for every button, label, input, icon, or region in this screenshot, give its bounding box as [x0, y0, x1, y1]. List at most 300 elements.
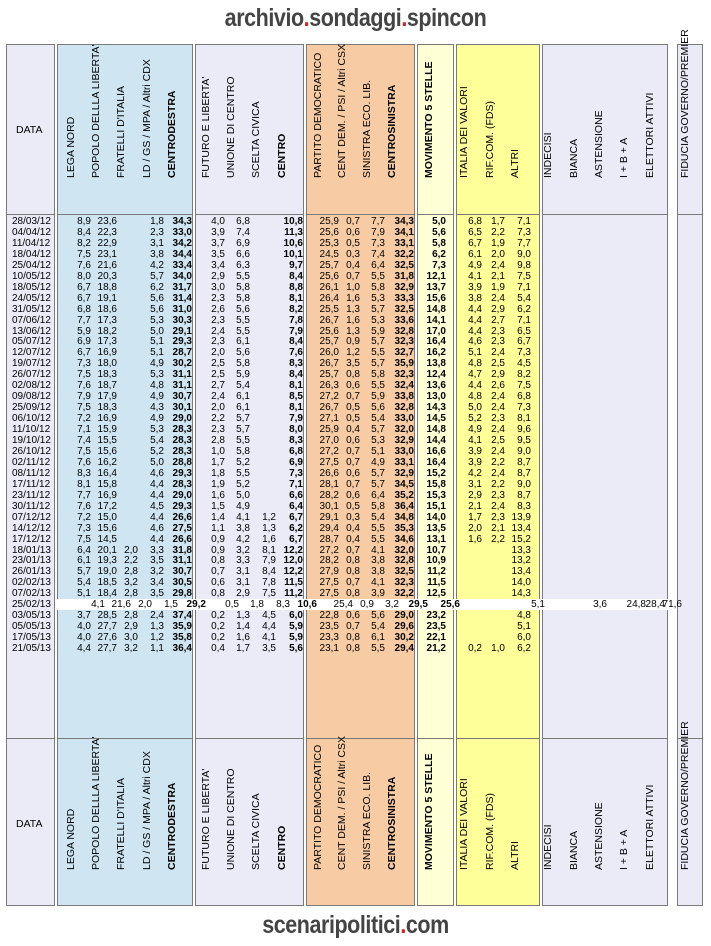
header-separator-top — [307, 214, 414, 215]
cell-fli: 0,8 — [211, 555, 225, 567]
cell-altri: 6,2 — [517, 303, 531, 315]
cell-fli: 1,7 — [211, 456, 225, 468]
cell-altri: 7,1 — [517, 281, 531, 293]
header-separator-bottom — [7, 738, 54, 739]
cell-pdl: 17,9 — [97, 391, 117, 403]
table-row — [0, 380, 711, 391]
table-row — [0, 632, 711, 643]
cell-ld: 4,6 — [150, 467, 164, 479]
cell-sc: 1,3 — [262, 522, 276, 534]
column-header-astensione-top: ASTENSIONE — [593, 110, 605, 178]
table-row — [0, 336, 711, 347]
cell-centro: 6,7 — [289, 533, 303, 545]
cell-centro: 8,2 — [289, 303, 303, 315]
cell-fdi: 3,0 — [124, 632, 138, 644]
cell-udc: 3,8 — [236, 522, 250, 534]
cell-centro: 8,1 — [289, 402, 303, 414]
column-header-cd-bottom: CENT DEM. / PSI / Altri CSX — [336, 736, 348, 870]
cell-date: 02/08/12 — [12, 380, 51, 392]
cell-m5s: 14,3 — [426, 402, 446, 414]
cell-rc: 2,1 — [491, 522, 505, 534]
cell-pd: 27,2 — [319, 391, 339, 403]
cell-csx: 34,8 — [394, 511, 414, 523]
cell-pd: 25,3 — [319, 237, 339, 249]
cell-sel: 5,8 — [371, 281, 385, 293]
cell-ld: 3,2 — [150, 566, 164, 578]
header-separator-top — [543, 214, 667, 215]
cell-cdx: 31,8 — [172, 544, 192, 556]
column-header-bianca-top: BIANCA — [568, 138, 580, 178]
table-row — [0, 577, 711, 588]
column-header-pdl-bottom: POPOLO DELLLA LIBERTA' — [90, 736, 102, 870]
cell-cdx: 27,5 — [172, 522, 192, 534]
cell-udc: 1,3 — [236, 610, 250, 622]
cell-csx: 29,6 — [394, 621, 414, 633]
cell-altri: 13,2 — [511, 555, 531, 567]
header-separator-top — [457, 214, 539, 215]
cell-centro: 8,1 — [289, 292, 303, 304]
cell-sel: 5,8 — [371, 369, 385, 381]
cell-altri: 8,7 — [517, 489, 531, 501]
cell-date: 07/02/13 — [12, 588, 51, 600]
cell-cd: 0,6 — [346, 435, 360, 446]
cell-date: 18/05/12 — [12, 281, 51, 293]
cell-pd: 27,2 — [319, 445, 339, 457]
cell-fli: 0,9 — [211, 533, 225, 545]
cell-centro: 8,8 — [289, 281, 303, 293]
cell-pd: 23,1 — [319, 643, 339, 655]
table-row — [0, 282, 711, 293]
cell-csx: 33,0 — [394, 445, 414, 457]
cell-date: 19/07/12 — [12, 358, 51, 370]
cell-lega: 6,7 — [77, 347, 91, 359]
cell-ld: 4,4 — [150, 478, 164, 490]
cell-idv: 4,9 — [468, 424, 482, 436]
cell-sel: 5,9 — [371, 391, 385, 403]
column-header-altri-top: ALTRI — [509, 149, 521, 178]
cell-pdl: 21,6 — [111, 599, 131, 611]
table-row — [0, 326, 711, 337]
cell-ld: 5,3 — [150, 314, 164, 326]
table-row — [0, 391, 711, 402]
table-row — [0, 369, 711, 380]
cell-lega: 6,8 — [77, 303, 91, 315]
column-header-astensione-bottom: ASTENSIONE — [593, 802, 605, 870]
cell-altri: 7,3 — [517, 347, 531, 359]
cell-sel: 3,8 — [371, 555, 385, 567]
cell-fli: 2,9 — [211, 270, 225, 282]
cell-altri: 7,3 — [517, 402, 531, 414]
cell-udc: 5,8 — [236, 445, 250, 457]
column-header-fdi-top: FRATELLI D'ITALIA — [115, 85, 127, 178]
cell-cdx: 28,8 — [172, 456, 192, 468]
header-separator-top — [7, 214, 54, 215]
cell-ld: 3,1 — [150, 237, 164, 249]
cell-date: 17/12/12 — [12, 533, 51, 545]
cell-lega: 3,7 — [77, 610, 91, 622]
cell-cdx: 30,1 — [172, 402, 192, 414]
source-title-top-dot1: . — [303, 4, 310, 32]
cell-csx: 31,8 — [394, 270, 414, 282]
column-header-pd-bottom: PARTITO DEMOCRATICO — [312, 744, 324, 870]
cell-csx: 32,3 — [394, 577, 414, 589]
cell-sel: 4,1 — [371, 577, 385, 589]
cell-csx: 32,9 — [394, 467, 414, 479]
cell-cd: 0,7 — [346, 445, 360, 457]
cell-cdx: 31,1 — [172, 380, 192, 392]
cell-cdx: 26,6 — [172, 533, 192, 545]
column-header-indecisi-top: INDECISI — [542, 132, 554, 178]
cell-centro: 10,6 — [283, 237, 303, 249]
column-header-date-top: DATA — [16, 124, 43, 136]
cell-fli: 2,4 — [211, 325, 225, 337]
cell-csx: 32,5 — [394, 566, 414, 578]
cell-fli: 0,4 — [211, 643, 225, 655]
cell-idv: 1,7 — [468, 511, 482, 523]
cell-m5s: 10,7 — [426, 544, 446, 556]
cell-idv: 4,1 — [468, 270, 482, 282]
table-row — [0, 347, 711, 358]
cell-pd: 25,7 — [319, 336, 339, 348]
cell-csx: 32,9 — [394, 435, 414, 446]
cell-cd: 0,9 — [360, 599, 374, 611]
cell-lega: 7,9 — [77, 391, 91, 403]
cell-rc: 2,1 — [491, 270, 505, 282]
cell-cd: 1,3 — [346, 325, 360, 337]
cell-sel: 4,1 — [371, 544, 385, 556]
cell-altri: 8,7 — [517, 467, 531, 479]
cell-sc: 7,5 — [262, 588, 276, 600]
cell-astensione: 24,8 — [626, 599, 646, 611]
cell-pdl: 16,4 — [97, 467, 117, 479]
table-row — [0, 315, 711, 326]
cell-date: 09/08/12 — [12, 391, 51, 403]
cell-ld: 5,4 — [150, 435, 164, 446]
table-row — [0, 468, 711, 479]
cell-fli: 2,6 — [211, 303, 225, 315]
cell-cd: 3,5 — [346, 358, 360, 370]
column-header-sc-top: SCELTA CIVICA — [250, 101, 262, 178]
cell-fli: 3,7 — [211, 237, 225, 249]
cell-date: 31/05/12 — [12, 303, 51, 315]
cell-m5s: 5,8 — [432, 237, 446, 249]
cell-ld: 4,4 — [150, 511, 164, 523]
cell-sel: 5,7 — [371, 358, 385, 370]
cell-idv: 3,9 — [468, 456, 482, 468]
cell-pd: 25,4 — [333, 599, 353, 611]
column-header-fiducia-bottom: FIDUCIA GOVERNO/PREMIER — [679, 721, 691, 870]
cell-udc: 5,8 — [236, 292, 250, 304]
cell-centro: 5,6 — [289, 643, 303, 655]
header-separator-top — [58, 214, 192, 215]
cell-sc: 8,1 — [262, 544, 276, 556]
table-row — [0, 238, 711, 249]
cell-pd: 28,2 — [319, 489, 339, 501]
cell-pdl: 19,0 — [97, 566, 117, 578]
table-row — [0, 479, 711, 490]
column-header-csx-bottom: CENTROSINISTRA — [386, 776, 398, 870]
cell-cdx: 29,3 — [172, 500, 192, 512]
cell-ld: 4,5 — [150, 500, 164, 512]
cell-lega: 7,1 — [77, 424, 91, 436]
cell-pdl: 14,5 — [97, 533, 117, 545]
cell-idv: 6,7 — [468, 237, 482, 249]
table-row — [0, 424, 711, 435]
cell-lega: 7,5 — [77, 402, 91, 414]
cell-date: 17/11/12 — [12, 478, 51, 490]
cell-fli: 1,4 — [211, 511, 225, 523]
cell-cdx: 30,5 — [172, 577, 192, 589]
cell-pdl: 15,6 — [97, 445, 117, 457]
cell-altri: 7,1 — [517, 216, 531, 227]
cell-fdi: 2,0 — [138, 599, 152, 611]
column-header-cdx-bottom: CENTRODESTRA — [166, 782, 178, 870]
cell-rc: 1,9 — [491, 281, 505, 293]
table-row — [0, 227, 711, 238]
cell-centro: 6,2 — [289, 522, 303, 534]
header-separator-top — [418, 214, 453, 215]
table-row — [0, 621, 711, 632]
cell-centro: 12,2 — [283, 566, 303, 578]
cell-fdi: 2,2 — [124, 555, 138, 567]
cell-date: 26/01/13 — [12, 566, 51, 578]
table-row — [0, 260, 711, 271]
cell-cdx: 29,2 — [186, 599, 206, 611]
cell-udc: 5,6 — [236, 347, 250, 359]
cell-ibva: 28,4 — [645, 599, 665, 611]
cell-sel: 7,3 — [371, 237, 385, 249]
cell-pdl: 17,3 — [97, 314, 117, 326]
cell-udc: 5,5 — [236, 325, 250, 337]
cell-centro: 6,9 — [289, 456, 303, 468]
cell-pd: 25,7 — [319, 259, 339, 271]
cell-pd: 26,7 — [319, 314, 339, 326]
cell-fli: 2,0 — [211, 402, 225, 414]
cell-cd: 0,5 — [346, 237, 360, 249]
cell-sel: 5,7 — [371, 303, 385, 315]
cell-date: 02/02/13 — [12, 577, 51, 589]
cell-altri: 7,5 — [517, 270, 531, 282]
cell-csx: 35,3 — [394, 522, 414, 534]
cell-cd: 0,5 — [346, 402, 360, 414]
cell-cd: 1,2 — [346, 347, 360, 359]
cell-altri: 13,4 — [511, 566, 531, 578]
cell-idv: 5,0 — [468, 402, 482, 414]
cell-date: 25/02/13 — [12, 599, 51, 611]
cell-centro: 11,3 — [284, 226, 303, 238]
cell-csx: 32,2 — [394, 248, 414, 260]
cell-udc: 6,1 — [236, 391, 250, 403]
cell-sc: 1,6 — [262, 533, 276, 545]
cell-ld: 5,7 — [150, 270, 164, 282]
cell-pdl: 18,4 — [97, 588, 117, 600]
cell-ld: 5,0 — [150, 456, 164, 468]
column-header-idv-bottom: ITALIA DEI VALORI — [458, 778, 470, 870]
cell-m5s: 22,1 — [426, 632, 446, 644]
cell-lega: 6,1 — [77, 555, 91, 567]
cell-idv: 4,2 — [468, 467, 482, 479]
cell-rc: 1,7 — [491, 216, 505, 227]
column-header-pd-top: PARTITO DEMOCRATICO — [312, 52, 324, 178]
cell-sc: 4,5 — [262, 610, 276, 622]
cell-m5s: 14,8 — [426, 424, 446, 436]
cell-idv: 3,9 — [468, 445, 482, 457]
cell-m5s: 23,2 — [426, 610, 446, 622]
cell-pdl: 16,9 — [97, 413, 117, 425]
cell-pdl: 28,5 — [97, 610, 117, 622]
cell-centro: 12,0 — [283, 555, 303, 567]
table-row — [0, 610, 711, 621]
cell-fli: 1,0 — [211, 445, 225, 457]
column-header-pdl-top: POPOLO DELLLA LIBERTA' — [90, 44, 102, 178]
cell-pd: 23,5 — [319, 621, 339, 633]
cell-m5s: 14,8 — [426, 303, 446, 315]
cell-csx: 32,9 — [394, 281, 414, 293]
cell-cd: 0,8 — [346, 643, 360, 655]
cell-rc: 2,3 — [491, 325, 505, 337]
cell-ld: 2,4 — [150, 610, 164, 622]
cell-date: 23/01/13 — [12, 555, 51, 567]
cell-idv: 2,9 — [468, 489, 482, 501]
cell-date: 18/04/12 — [12, 248, 51, 260]
cell-date: 04/04/12 — [12, 226, 51, 238]
cell-cd: 0,5 — [346, 500, 360, 512]
cell-csx: 36,4 — [394, 500, 414, 512]
cell-sel: 5,5 — [371, 643, 385, 655]
column-header-centro-bottom: CENTRO — [276, 825, 288, 870]
cell-altri: 7,7 — [517, 237, 531, 249]
cell-cd: 0,7 — [346, 270, 360, 282]
cell-udc: 5,6 — [236, 303, 250, 315]
cell-lega: 4,0 — [77, 621, 91, 633]
source-title-top-dot2: . — [401, 4, 407, 32]
cell-fli: 3,9 — [211, 226, 225, 238]
cell-pd: 27,9 — [319, 566, 339, 578]
cell-udc: 5,5 — [236, 270, 250, 282]
cell-m5s: 13,0 — [426, 391, 446, 403]
cell-pd: 26,3 — [319, 380, 339, 392]
cell-pd: 23,3 — [319, 632, 339, 644]
cell-ld: 1,5 — [164, 599, 178, 611]
cell-sel: 5,5 — [371, 380, 385, 392]
cell-ld: 5,3 — [150, 369, 164, 381]
cell-pdl: 18,3 — [97, 369, 117, 381]
source-title-top — [50, 4, 661, 33]
cell-cdx: 37,4 — [172, 610, 192, 622]
cell-centro: 8,3 — [289, 358, 303, 370]
cell-fli: 2,3 — [211, 424, 225, 436]
cell-cd: 0,8 — [346, 588, 360, 600]
cell-udc: 5,5 — [236, 467, 250, 479]
cell-m5s: 11,5 — [427, 577, 446, 589]
cell-pdl: 20,1 — [97, 544, 117, 556]
cell-cdx: 34,2 — [172, 237, 192, 249]
cell-date: 07/06/12 — [12, 314, 51, 326]
cell-cd: 1,6 — [346, 314, 360, 326]
cell-csx: 34,3 — [394, 216, 414, 227]
cell-ld: 5,1 — [150, 347, 164, 359]
cell-ld: 4,9 — [150, 358, 164, 370]
cell-rc: 2,4 — [491, 347, 505, 359]
cell-altri: 9,5 — [517, 435, 531, 446]
cell-ld: 3,4 — [150, 577, 164, 589]
cell-csx: 32,8 — [394, 402, 414, 414]
cell-cdx: 34,4 — [172, 248, 192, 260]
column-header-cd-top: CENT DEM. / PSI / Altri CSX — [336, 44, 348, 178]
cell-altri: 8,3 — [517, 500, 531, 512]
cell-fli: 1,8 — [211, 467, 225, 479]
cell-lega: 8,4 — [77, 226, 91, 238]
cell-rc: 2,4 — [491, 402, 505, 414]
cell-udc: 5,5 — [236, 314, 250, 326]
cell-centro: 7,1 — [289, 478, 303, 490]
cell-fli: 2,8 — [211, 435, 225, 446]
cell-idv: 5,1 — [468, 347, 482, 359]
cell-udc: 1,7 — [236, 643, 250, 655]
cell-date: 28/03/12 — [12, 216, 51, 227]
cell-date: 14/12/12 — [12, 522, 51, 534]
cell-pdl: 27,7 — [97, 643, 117, 655]
cell-fli: 2,3 — [211, 314, 225, 326]
cell-pd: 25,7 — [319, 369, 339, 381]
cell-csx: 30,2 — [394, 632, 414, 644]
cell-centro: 8,4 — [289, 270, 303, 282]
header-separator-bottom — [543, 738, 667, 739]
cell-csx: 32,0 — [394, 544, 414, 556]
cell-pd: 26,1 — [319, 281, 339, 293]
cell-pd: 26,6 — [319, 467, 339, 479]
cell-cd: 0,4 — [346, 424, 360, 436]
cell-rc: 2,4 — [491, 500, 505, 512]
cell-idv: 0,2 — [468, 643, 482, 655]
cell-date: 08/11/12 — [12, 467, 51, 479]
cell-altri: 6,8 — [517, 391, 531, 403]
cell-altri: 6,5 — [517, 325, 531, 337]
cell-fli: 1,5 — [211, 500, 225, 512]
cell-pd: 25,5 — [319, 303, 339, 315]
cell-m5s: 17,0 — [426, 325, 446, 337]
cell-udc: 5,5 — [236, 435, 250, 446]
cell-m5s: 5,6 — [432, 226, 446, 238]
cell-lega: 7,4 — [77, 435, 91, 446]
cell-altri: 9,0 — [517, 478, 531, 490]
source-title-bottom — [50, 911, 661, 940]
cell-pdl: 18,7 — [97, 380, 117, 392]
cell-pdl: 18,2 — [97, 325, 117, 337]
cell-sc: 4,4 — [262, 621, 276, 633]
cell-m5s: 13,6 — [426, 380, 446, 392]
cell-sel: 5,4 — [371, 413, 385, 425]
cell-lega: 7,6 — [77, 500, 91, 512]
cell-csx: 33,8 — [394, 391, 414, 403]
cell-cd: 0,4 — [346, 533, 360, 545]
cell-cd: 0,7 — [346, 478, 360, 490]
cell-rc: 2,9 — [491, 303, 505, 315]
cell-csx: 32,5 — [394, 259, 414, 271]
cell-ld: 4,9 — [150, 391, 164, 403]
cell-pd: 28,2 — [319, 555, 339, 567]
cell-cdx: 29,0 — [172, 413, 192, 425]
cell-altri: 6,2 — [517, 643, 531, 655]
cell-rc: 2,2 — [491, 533, 505, 545]
cell-rc: 2,0 — [491, 248, 505, 260]
cell-fli: 1,1 — [211, 522, 225, 534]
cell-centro: 7,8 — [289, 314, 303, 326]
cell-pdl: 20,3 — [97, 270, 117, 282]
column-header-cdx-top: CENTRODESTRA — [166, 90, 178, 178]
cell-sel: 5,6 — [371, 610, 385, 622]
header-separator-bottom — [307, 738, 414, 739]
